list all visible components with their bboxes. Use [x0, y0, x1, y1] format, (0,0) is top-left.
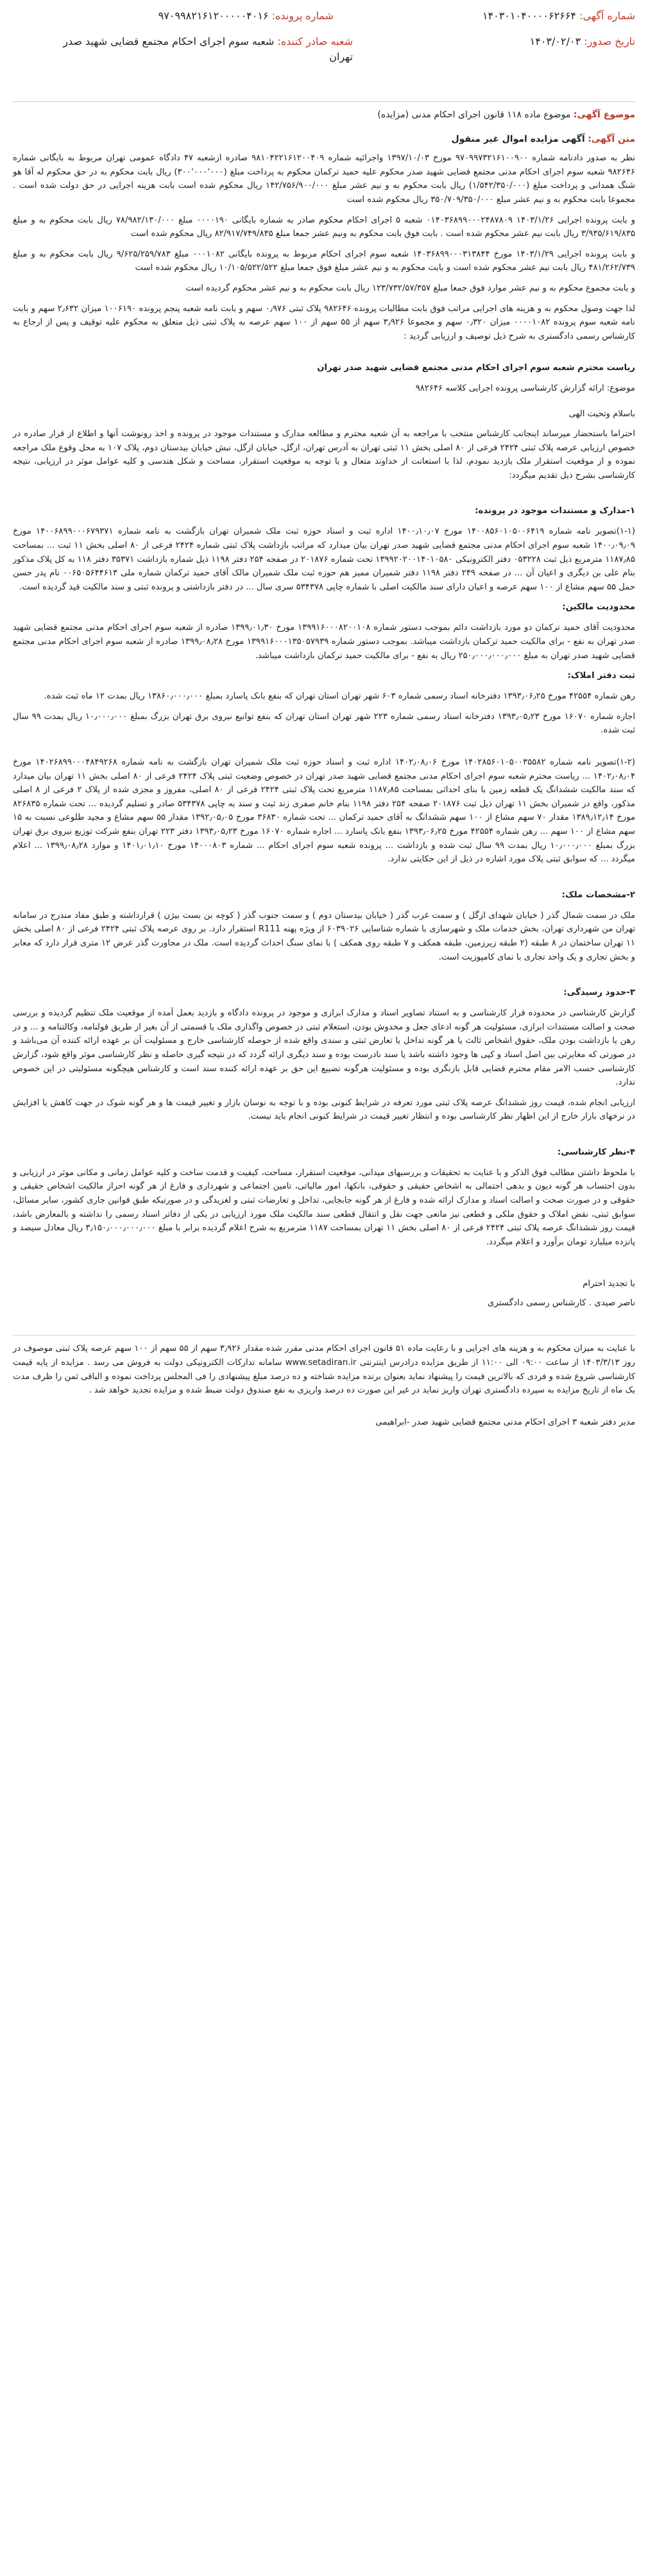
- ad-paragraph-5: لذا جهت وصول محکوم به و هزینه های اجرایی مراتب فوق بابت مطالبات پرونده ۹۸۲۶۴۶ پلاک ثبتی ۰٫۹۷۶ سهم و بابت نامه شعبه پنجم پرونده ۱۰۰۶۱۹۰ میزان ۲٫۶۳۲ سهم و بابت نامه شعبه سوم پرونده ۰۰۰۰۱۰۸۲ میزان ۰٫۳۲۰ سهم و مجموعا ۳٫۹۲۶ سهم از ۵۵ سهم از ۱۰۰ سهم عرصه به پلاک ثبتی ذیل متعلق به محکوم علیه توقیف و پس از ارجاع به کارشناس رسمی دادگستری به شرح ذیل توصیف و ارزیابی گردید :: [13, 303, 635, 341]
- ad-paragraph-2: و بابت پرونده اجرایی ۱۴۰۳/۱/۲۶ ۰۱۴۰۳۶۸۹۹۰۰۰۲۴۸۷۸۰۹ شعبه ۵ اجرای احکام محکوم صادر به شماره بایگانی ۰۰۰۰۱۹۰ مبلغ ۷۸/۹۸۲/۱۳۰/۰۰۰ ریال بابت محکوم به و مبلغ ۳/۹۳۵/۶۱۹/۸۳۵ ریال بابت نیم عشر محکوم شده است . بابت فوق بابت محکوم به ونیم عشر جمعا مبلغ ۸۲/۹۱۷/۷۴۹/۸۳۵ ریال محکوم شده است: [13, 215, 635, 239]
- property-register-title: ثبت دفتر املاک:: [567, 671, 635, 681]
- section-3-title: ۳-حدود رسیدگی:: [563, 988, 635, 998]
- issuing-branch: شعبه صادر کننده: شعبه سوم اجرای احکام مجتمع قضایی شهید صدر: [63, 35, 353, 47]
- ad-subject: موضوع آگهی: موضوع ماده ۱۱۸ قانون اجرای احکام مدنی (مزایده): [377, 110, 635, 120]
- ad-text-heading: متن آگهی: آگهی مزایده اموال غیر منقول: [451, 133, 635, 144]
- issue-date: تاریخ صدور: ۱۴۰۳/۰۲/۰۳: [529, 35, 635, 47]
- closing-regards: با تجدید احترام: [583, 1279, 635, 1289]
- section-1-paragraph-2: (۱-۲)تصویر نامه شماره ۱۴۰۲۸۵۶۰۱۰۵۰۰۳۵۵۸۲ مورخ ۱۴۰۲٫۰۸٫۰۶ اداره ثبت و اسناد حوزه ثبت ملک شمیران تهران بازگشت به نامه شماره ۱۴۰۲۶۸۹۹۰۰۰۴۸۴۹۲۶۸ مورخ ۱۴۰۲٫۰۸٫۰۴ ... ریاست محترم شعبه سوم اجرای احکام مدنی مجتمع قضایی شهید صدر تهران در خصوص وضعیت ثبتی پلاک ۲۴۲۴ فرعی از ۸۰ اصلی بخش ۱۱ تهران بیان میدارد که سند مالکیت ششدانگ یک قطعه زمین با بنای احداثی بمساحت ۱۱۸۷٫۸۵ مترمربع تحت پلاک ثبتی ۲۴۲۴ فرعی از ۸۰ اصلی، مفروز و مجزی شده از پلاک ۲ فرعی از ۸ اصلی مذکور، واقع در شمیران بخش ۱۱ تهران ذیل ثبت ۲۰۱۸۷۶ صفحه ۲۵۴ دفتر ۱۱۹۸ بنام خانم صفری زند ثبت و سند به چاپی ۵۳۴۳۷۸ صادر و تسلیم گردیده ... تحت شماره ۸۲۶۸۳۵ مورخ ۱۳۸۹٫۱۲٫۱۴ مقدار ۷۰ سهم مشاع از ۱۰۰ سهم ششدانگ به آقای حمید ترکمان ... تحت شماره ۳۶۸۳۰ مورخ ۱۳۹۲٫۰۵٫۰۵ مقدار ۵۵ سهم مشاع و مجید طلوعی نسبت به ۱۵ سهم مشاع از ۱۰۰ سهم ... رهن شماره ۴۲۵۵۴ مورخ ۱۳۹۳٫۰۶٫۲۵ بنفع بانک پاسارد ... اجاره شماره ۱۶۰۷۰ مورخ ۱۳۹۳٫۰۵٫۲۳ دفتر ۲۲۳ تهران بنفع شرکت توزیع نیروی برق تهران بزرگ بمبلغ ۱۰٫۰۰۰٫۰۰۰ ریال بمدت ۹۹ سال ثبت شده و بازداشت ... پرونده شعبه سوم اجرای احکام ... شماره ۱۴۰۰۰۸۰۳ مورخ ۱۴۰۱٫۰۱٫۱۰ و موارد ۱۳۹۹٫۰۸٫۲۸ ... اعلام میگردد ... که سوابق ثبتی پلاک مورد اشاره در ذیل از این حکایتی ندارد.: [13, 758, 636, 865]
- ad-paragraph-1: نظر به صدور دادنامه شماره ۹۷۰۹۹۷۳۲۱۶۱۰۰۹۰۰ مورخ ۱۳۹۷/۱۰/۰۳ واجرائیه شماره ۹۸۱۰۴۲۲۱۶۱۲۰۰۴۰۹ صادره ازشعبه ۴۷ دادگاه عمومی تهران مربوط به بایگانی شماره ۹۸۲۶۴۶ شعبه سوم اجرای احکام مدنی مجتمع قضایی شهید صدر محکوم علیه حمید ترکمان محکوم به پرداخت مبلغ (۳۰۰٬۰۰۰٬۰۰۰) ریال بابت محکوم به در حق محکوم له آقا هو شنگ همدانی و پرداخت مبلغ (۱/۵۴۲/۳۵۰/۰۰۰) ریال بابت محکوم به و نیم عشر مبلغ ۱۴۲/۷۵۶/۹۰۰/۰۰۰ ریال محکوم شده است بابت هزینه اجرایی در حق دولت شده است . مجموعا بابت محکوم به و نیم عشر مبلغ ۳۵۰/۷۰۹/۳۵۰/۰۰۰ ریال محکوم شده است: [13, 153, 636, 205]
- divider: [13, 101, 635, 102]
- ad-paragraph-3: و بابت پرونده اجرایی ۱۴۰۳/۱/۲۹ مورخ ۱۴۰۳۶۸۹۹۰۰۰۳۱۳۸۴۴ شعبه سوم اجرای احکام مربوط به پرونده بایگانی ۰۰۰۱۰۸۲ مبلغ ۹/۶۲۵/۲۵۹/۷۸۳ ریال بابت محکوم به و مبلغ ۴۸۱/۲۶۲/۷۳۹ ریال بابت نیم عشر محکوم شده است و بابت محکوم به و نیم عشر مبلغ فوق جمعا مبلغ ۱۰/۱۰۵/۵۲۲/۵۲۲ ریال محکوم شده است: [13, 249, 635, 273]
- report-salutation: باسلام وتحیت الهی: [568, 409, 635, 419]
- report-addressee: ریاست محترم شعبه سوم اجرای احکام مدنی مجتمع قضایی شهید صدر تهران: [317, 363, 635, 373]
- section-3-paragraph-2: ارزیابی انجام شده، قیمت روز ششدانگ عرصه پلاک ثبتی مورد تعرفه در شرایط کنونی بوده و با توجه به نوسان بازار و تغییر قیمت ها و هر گونه شوک در جهت کاهش یا افزایش در نرخهای بازار خارج از این اظهار نظر کارشناسی بوده و انتظار تغییر قیمت در شرایط کنونی انجام باید نیست.: [13, 1097, 635, 1122]
- report-subject: موضوع: ارائه گزارش کارشناسی پرونده اجرایی کلاسه ۹۸۲۶۴۶: [415, 383, 635, 393]
- section-4-paragraph: با ملحوظ داشتن مطالب فوق الذکر و با عنایت به تحقیقات و بررسیهای میدانی، موقعیت استقرار، مساحت، کیفیت و قدمت ساخت و کلیه عوامل زمانی و مکانی موثر در ارزیابی و بدون احتساب هر گونه دیون و بدهی احتمالی به اشخاص حقیقی و حقوقی، بانکها، امور مالیاتی، تامین اجتماعی و شهرداری و فارغ از هر گونه احراز مالکیت اشخاص حقیقی و حقوقی و در صورت صحت و اصالت اسناد و مدارک ارائه شده و فارغ از هر گونه جابجایی، تداخل و تعارضات ثبتی و لغزیدگی و در صورتیکه طبق قوانین جاری کشور، سایر مسائل، سوابق ثبتی، نقض املاک و حقوق ملکی و قطعی نیز مانعی جهت نقل و انتقال قطعی سند مالکیت ملک مورد ارزیابی در یکی از دفاتر اسناد رسمی را نداشته و بالمعارض باشد، قیمت روز ششدانگ عرصه پلاک ثبتی ۲۴۲۴ فرعی از ۸۰ اصلی بخش ۱۱ تهران بمساحت ۱۱۸۷ مترمربع به شرح اعلام گردیده برابر با مبلغ ۳٫۱۵۰٫۰۰۰٫۰۰۰٫۰۰۰ ریال معادل سیصد و پانزده میلیارد تومان برآورد و اعلام میگردد.: [13, 1167, 635, 1247]
- section-1-title: ۱-مدارک و مستندات موجود در پرونده:: [475, 506, 635, 516]
- file-number: شماره پرونده: ۹۷۰۹۹۸۲۱۶۱۲۰۰۰۰۰۴۰۱۶: [158, 10, 334, 22]
- section-1-paragraph-1: (۱-۱)تصویر نامه شماره ۱۴۰۰۸۵۶۰۱۰۵۰۰۶۴۱۹ مورخ ۱۴۰۰٫۱۰٫۰۷ اداره ثبت و اسناد حوزه ثبت ملک شمیران تهران بازگشت به نامه شماره ۱۴۰۰۶۸۹۹۰۰۰۶۷۹۳۷۱ مورخ ۱۴۰۰٫۰۹٫۰۹ شعبه سوم اجرای احکام مدنی مجتمع قضایی شهید صدر تهران بیان میدارد که مراتب بازداشت پلاک ثبتی شماره ۲۴۲۴ فرعی از ۸۰ اصلی بخش ۱۱ ثبت ... بمساحت ۱۱۸۷٫۸۵ مترمربع ذیل ثبت ۰۵۳۲۲۸ دفتر الکترونیکی ۱۳۹۹۲۰۲۰۰۱۴۰۱۰۵۸۰ تحت شماره ۲۰۱۸۷۶ در صفحه ۲۵۴ دفتر ۱۱۹۸ ذیل شماره بازداشت ۳۵۳۷۱ دفتر ۱۱۸ به کل پلاک مذکور بنام علی بن دیگری و اعیان آن ... در صفحه ۲۴۹ دفتر ۱۱۹۸ دفتر شمیران ممیز هم حوزه ثبت ملک شمیران مالک آقای حمید ترکمان شماره ملی ۰۰۶۵۰۵۶۴۴۶۱۳ نام پدر حسن حمل ۵۵ سهم مشاع از ۱۰۰ سهم عرصه و اعیان دارای سند مالکیت اصلی با شماره چاپی ۵۳۴۳۷۸ سری سال ... در دفتر بازداشتی و پرونده ثبتی و سند مالکیت قید گردیده است.: [13, 527, 636, 592]
- section-2-paragraph: ملک در سمت شمال گذر ( خیابان شهدای ازگل ) و سمت غرب گذر ( خیابان بیدستان دوم ) و سمت جنوب گذر ( کوچه بن بست بیژن ) قرارداشته و طبق مفاد مندرج در سامانه تهران من شهرداری تهران، بخش خدمات ملک و شهرسازی با شماره شناسایی ۶۰۳۹۰۲۶ از ویژه پهنه R111 استقرار دارد. بر روی عرصه پلاک ثبتی ۲۴۲۴ فرعی از ۸۰ اصلی بخش ۱۱ تهران ساختمان در ۸ طبقه (۲ طبقه زیرزمین، طبقه همکف و ۷ طبقه روی همکف ) با نمای سنگ احداث گردیده است. ملک در مجاورت گذر عرض ۱۲ متری قرار دارد که معابر و بخش تجاری و یک واحد تجاری با نمای کامپوزیت است.: [13, 910, 635, 962]
- section-3-paragraph: گزارش کارشناسی در محدوده قرار کارشناسی و به استناد تصاویر اسناد و مدارک ابرازی و موجود در پرونده دادگاه و بازدید بعمل آمده از موقعیت ملک تنظیم گردیده و بررسی صحت و اصالت مستندات ابرازی، مسئولیت هر گونه ادعای جعل و مخدوش بودن، استعلام ثبتی در خصوص واگذاری ملک یا قسمتی از آن بغیر از طریق قولنامه، وکالتنامه و ... و در رهن یا بازداشت بودن ملک، حقوق اشخاص ثالث یا هر گونه تداخل یا تعارض ثبتی و سندی واقع شده از حوصله کارشناسی خارج و مسئولیت آن بر عهده ارائه کننده آن می‌باشد و در صورتی که مغایرتی بین اصل اسناد و کپی ها وجود داشته باشد یا سند نادرست بوده و سند دیگری ارائه گردد که در نتیجه گیری حاصله و نظر کارشناسی موثر واقع شود، گزارش کارشناسی حسب الامر مقام محترم قضایی قابل بازنگری بوده و مسئولیت هرگونه تضییع این حق بر عهده ارائه کننده سند است و کارشناس هیچگونه مسئولیتی در این خصوص ندارد.: [13, 1008, 635, 1088]
- auction-terms-paragraph: با عنایت به میزان محکوم به و هزینه های اجرایی و با رعایت ماده ۵۱ قانون اجرای احکام مدنی مقرر شده مقدار ۳٫۹۲۶ سهم از ۵۵ سهم از ۱۰۰ سهم عرصه پلاک ثبتی موصوف در روز ۱۴۰۳/۳/۱۳ از ساعت ۰۹:۰۰ الی ۱۱:۰۰ از طریق مزایده درادرس اینترنتی www.setadiran.ir سامانه تدارکات الکترونیکی دولت به فروش می رسد . مزایده از پایه قیمت کارشناسی شروع شده و فردی که بالاترین قیمت را پیشنهاد نماید بعنوان برنده مزایده شناخته و ده درصد مبلغ پیشنهادی را فی المجلس پرداخت نموده و الباقی ثمن را ظرف مدت یک ماه از تاریخ مزایده به سپرده دادگستری تهران واریز نماید در غیر این صورت ده درصد واریزی به نفع صندوق دولت ضبط شده و مزایده تجدید خواهد شد .: [13, 1344, 635, 1396]
- mortgage-paragraph: رهن شماره ۴۲۵۵۴ مورخ ۱۳۹۳٫۰۶٫۲۵ دفترخانه اسناد رسمی شماره ۶۰۳ شهر تهران استان تهران که بنفع بانک پاسارد بمبلغ ۱۳۸۶۰٫۰۰۰٫۰۰۰ ریال بمدت ۱۲ ماه ثبت شده.: [44, 691, 635, 702]
- header: [13, 9, 635, 99]
- ad-number: شماره آگهی: ۱۴۰۳۰۱۰۴۰۰۰۰۶۲۶۶۴: [482, 10, 635, 22]
- report-intro: احتراما باستحضار میرساند اینجانب کارشناس منتخب با مراجعه به آن شعبه محترم و مطالعه مدارک و مستندات موجود در پرونده و اخذ رونوشت آنها و اطلاع از قرار صادره در خصوص ارزیابی عرصه پلاک ثبتی ۲۴۲۴ فرعی از ۸۰ اصلی بخش ۱۱ ثبتی تهران به آدرس تهران، ازگل، خیابان ازگل، نبش خیابان بیدستان دوم، پلاک ۱۰۷ به محل وقوع ملک مراجعه نموده و از موقعیت استقرار ملک بازدید نمودم، لذا با استعانت از خداوند متعال و با توجه به موقعیت استقرار، مساحت و شکل هندسی و کلیه عوامل موثر در ارزیابی، نتیجه کارشناسی بشرح ذیل تقدیم میگردد:: [13, 429, 635, 480]
- office-manager-signature: مدیر دفتر شعبه ۳ اجرای احکام مدنی مجتمع قضایی شهید صدر -ابراهیمی: [375, 1417, 635, 1427]
- section-4-title: ۴-نظر کارشناسی:: [557, 1147, 635, 1157]
- ad-paragraph-4: و بابت مجموع محکوم به و نیم عشر موارد فوق جمعا مبلغ ۱۲۳/۷۳۲/۵۷/۳۵۷ ریال بابت محکوم به و نیم عشر محکوم گردیده است: [185, 283, 635, 293]
- issuing-branch-city: تهران: [329, 51, 353, 63]
- lease-paragraph: اجاره شماره ۱۶۰۷۰ مورخ ۱۳۹۳٫۰۵٫۲۳ دفترخانه اسناد رسمی شماره ۲۲۳ شهر تهران استان تهران که بنفع توانیع نیروی برق تهران بزرگ بمبلغ ۱۰٫۰۰۰٫۰۰۰ ریال بمدت ۹۹ سال ثبت شده.: [13, 711, 636, 736]
- section-2-title: ۲-مشخصات ملک:: [561, 890, 635, 900]
- expert-signature: ناصر صیدی . کارشناس رسمی دادگستری: [487, 1298, 635, 1309]
- owner-restrictions-paragraph: محدودیت آقای حمید ترکمان دو مورد بازداشت دائم بموجب دستور شماره ۱۳۹۹۱۶۰۰۰۸۲۰۰۱۰۸ مورخ ۱۳۹۹٫۰۱٫۳۰ صادره از شعبه سوم اجرای احکام مدنی مجتمع قضایی شهید صدر تهران به نفع - برای مالکیت حمید ترکمان بازداشت میباشد. بموجب دستور شماره ۱۳۹۹۱۶۰۰۰۱۳۵۰۵۷۹۳۹ مورخ ۱۳۹۹٫۰۸٫۲۸ صادره از شعبه سوم اجرای احکام مدنی مجتمع قضایی شهید صدر تهران به مبلغ ۲۵۰٫۰۰۰٫۰۰۰٫۰۰۰ ریال به نفع - برای مالکیت حمید ترکمان بازداشت میباشد.: [13, 623, 635, 661]
- owner-restrictions-title: محدودیت مالکین:: [562, 602, 635, 613]
